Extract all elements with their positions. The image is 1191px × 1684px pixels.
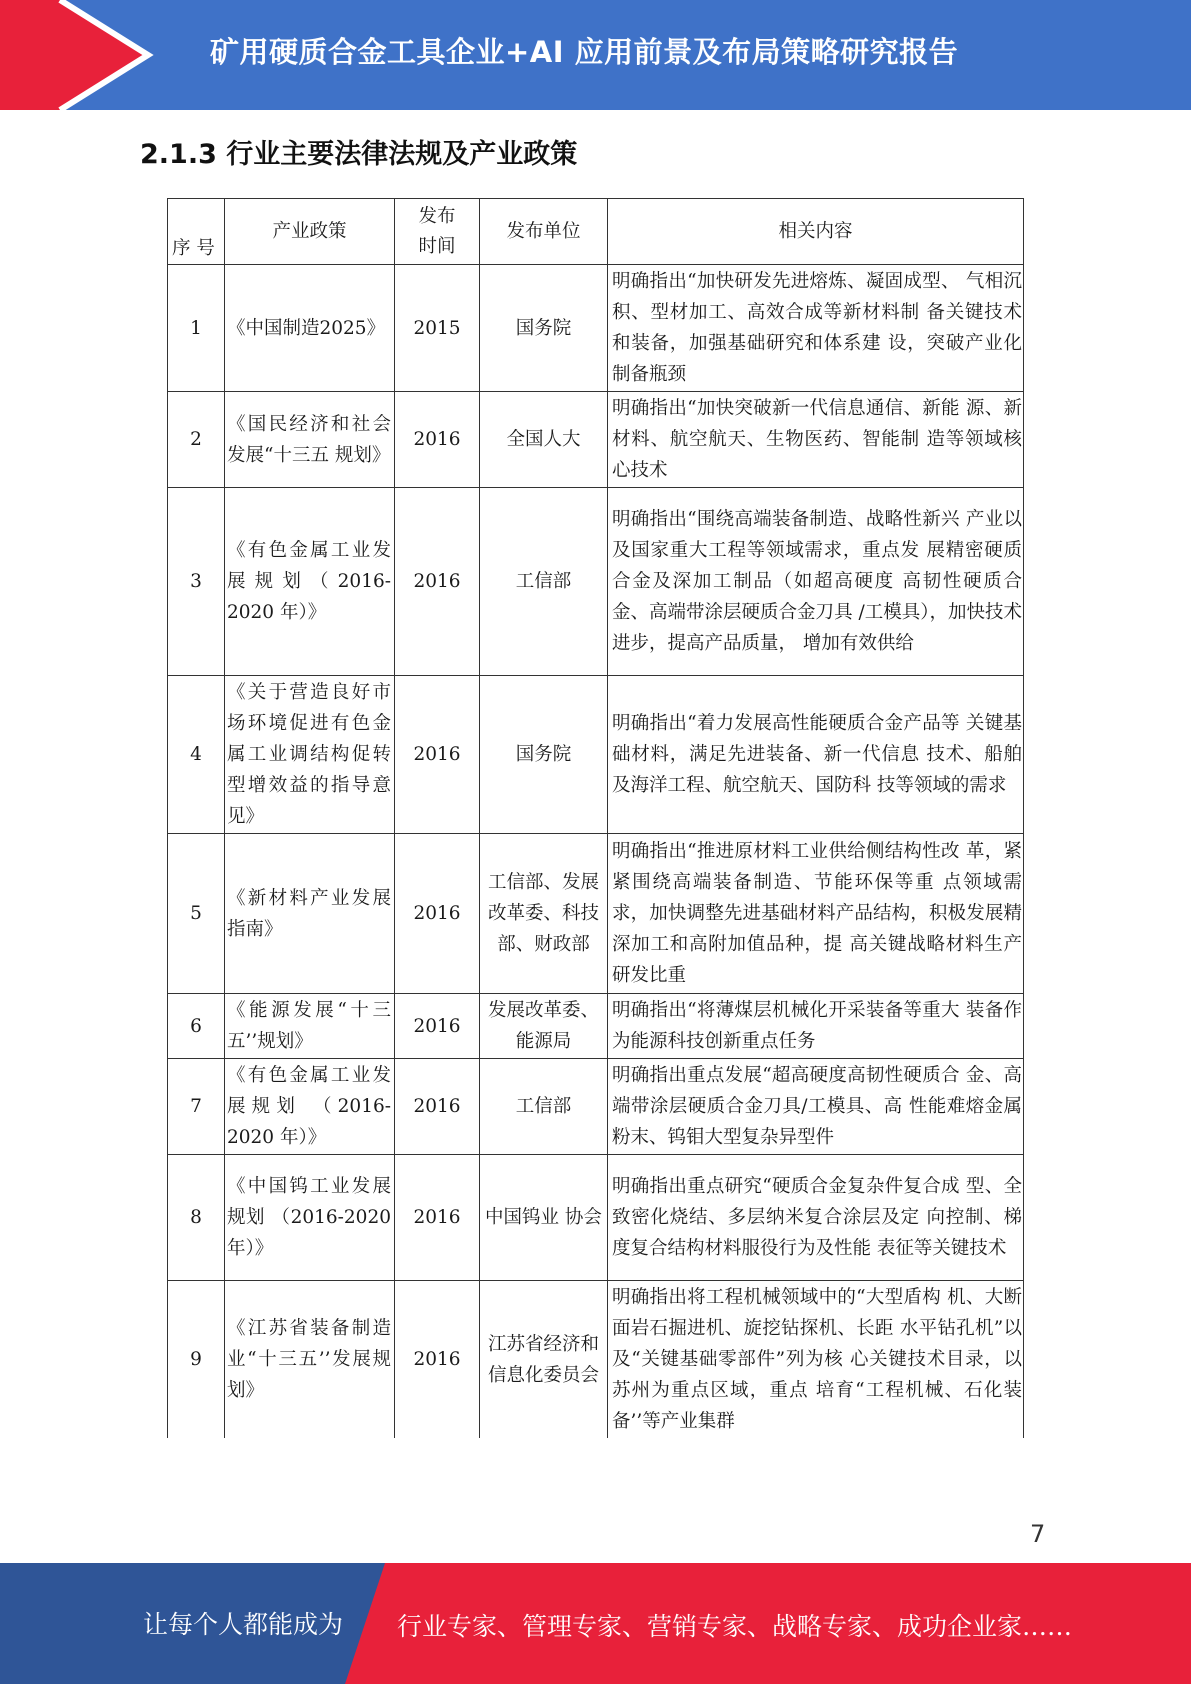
policy-name: 《能源发展“十三五’’规划》 — [225, 994, 395, 1059]
publisher: 发展改革委、能源局 — [480, 994, 608, 1059]
publisher: 工信部 — [480, 1059, 608, 1155]
footer-banner — [0, 1563, 1191, 1684]
publish-year: 2016 — [395, 1281, 480, 1439]
policy-content: 明确指出将工程机械领域中的“大型盾构 机、大断面岩石掘进机、旋挖钻探机、长距 水平钻孔机”以及“关键基础零部件”列为核 心关键技术目录，以苏州为重点区域，重点 培育“工程机械、石化装备’’等产业集群 — [608, 1281, 1024, 1439]
header-no: 序 号 — [168, 199, 225, 265]
policy-content: 明确指出“着力发展高性能硬质合金产品等 关键基础材料，满足先进装备、新一代信息 技术、船舶及海洋工程、航空航天、国防科 技等领域的需求 — [608, 676, 1024, 834]
footer-slogan-right: 行业专家、管理专家、营销专家、战略专家、成功企业家…… — [397, 1612, 1073, 1641]
publisher: 工信部 — [480, 488, 608, 676]
row-number: 5 — [168, 834, 225, 994]
header-banner — [0, 0, 1191, 110]
header-year: 发布时间 — [395, 199, 480, 265]
row-number: 9 — [168, 1281, 225, 1439]
policy-name: 《有色金属工业发展规划 （2016-2020 年）》 — [225, 1059, 395, 1155]
publisher: 工信部、发展改革委、科技部、财政部 — [480, 834, 608, 994]
policy-table-container — [167, 198, 1023, 1438]
publish-year: 2016 — [395, 1155, 480, 1281]
row-number: 4 — [168, 676, 225, 834]
publish-year: 2016 — [395, 488, 480, 676]
row-number: 6 — [168, 994, 225, 1059]
policy-name: 《关于营造良好市场环境促进有色金属工业调结构促转型增效益的指导意见》 — [225, 676, 395, 834]
policy-content: 明确指出重点发展“超高硬度高韧性硬质合 金、高端带涂层硬质合金刀具/工模具、高 性能难熔金属粉末、钨钼大型复杂异型件 — [608, 1059, 1024, 1155]
publish-year: 2016 — [395, 1059, 480, 1155]
publish-year: 2016 — [395, 994, 480, 1059]
table-row — [168, 994, 1024, 1059]
policy-name: 《有色金属工业发展规划（2016-2020 年）》 — [225, 488, 395, 676]
footer-slogan-left: 让每个人都能成为 — [143, 1610, 344, 1639]
policy-content: 明确指出“将薄煤层机械化开采装备等重大 装备作为能源科技创新重点任务 — [608, 994, 1024, 1059]
publisher: 江苏省经济和信息化委员会 — [480, 1281, 608, 1439]
publish-year: 2016 — [395, 834, 480, 994]
report-title: 矿用硬质合金工具企业+AI 应用前景及布局策略研究报告 — [210, 35, 959, 69]
section-heading: 2.1.3 行业主要法律法规及产业政策 — [140, 139, 578, 170]
header-org: 发布单位 — [480, 199, 608, 265]
row-number: 2 — [168, 392, 225, 488]
table-header-row — [168, 199, 1024, 265]
row-number: 8 — [168, 1155, 225, 1281]
publish-year: 2016 — [395, 676, 480, 834]
policy-content: 明确指出“围绕高端装备制造、战略性新兴 产业以及国家重大工程等领域需求，重点发 展精密硬质合金及深加工制品（如超高硬度 高韧性硬质合金、高端带涂层硬质合金刀具 /工模具），加快技术进步，提高产品质量， 增加有效供给 — [608, 488, 1024, 676]
policy-content: 明确指出“加快研发先进熔炼、凝固成型、 气相沉积、型材加工、高效合成等新材料制 备关键技术和装备，加强基础研究和体系建 设，突破产业化制备瓶颈 — [608, 265, 1024, 392]
table-row — [168, 834, 1024, 994]
page-number: 7 — [1030, 1520, 1046, 1548]
policy-table — [167, 198, 1024, 1438]
row-number: 7 — [168, 1059, 225, 1155]
policy-name: 《江苏省装备制造业“十三五’’发展规划》 — [225, 1281, 395, 1439]
row-number: 1 — [168, 265, 225, 392]
publisher: 国务院 — [480, 265, 608, 392]
policy-content: 明确指出“加快突破新一代信息通信、新能 源、新材料、航空航天、生物医药、智能制 造等领域核心技术 — [608, 392, 1024, 488]
policy-name: 《新材料产业发展指南》 — [225, 834, 395, 994]
header-content: 相关内容 — [608, 199, 1024, 265]
publish-year: 2016 — [395, 392, 480, 488]
publisher: 中国钨业 协会 — [480, 1155, 608, 1281]
table-row — [168, 676, 1024, 834]
header-policy: 产业政策 — [225, 199, 395, 265]
header-red-arrow — [0, 0, 148, 110]
table-row — [168, 1281, 1024, 1439]
policy-name: 《中国钨工业发展规划 （2016-2020 年）》 — [225, 1155, 395, 1281]
table-row — [168, 392, 1024, 488]
policy-content: 明确指出“推进原材料工业供给侧结构性改 革，紧紧围绕高端装备制造、节能环保等重 点领域需求，加快调整先进基础材料产品结构，积极发展精深加工和高附加值品种，提 高关键战略材料生产研发比重 — [608, 834, 1024, 994]
publish-year: 2015 — [395, 265, 480, 392]
row-number: 3 — [168, 488, 225, 676]
table-row — [168, 265, 1024, 392]
policy-name: 《中国制造2025》 — [225, 265, 395, 392]
publisher: 全国人大 — [480, 392, 608, 488]
table-row — [168, 1155, 1024, 1281]
table-row — [168, 1059, 1024, 1155]
policy-name: 《国民经济和社会发展“十三五 规划》 — [225, 392, 395, 488]
table-row — [168, 488, 1024, 676]
policy-content: 明确指出重点研究“硬质合金复杂件复合成 型、全致密化烧结、多层纳米复合涂层及定 向控制、梯度复合结构材料服役行为及性能 表征等关键技术 — [608, 1155, 1024, 1281]
publisher: 国务院 — [480, 676, 608, 834]
